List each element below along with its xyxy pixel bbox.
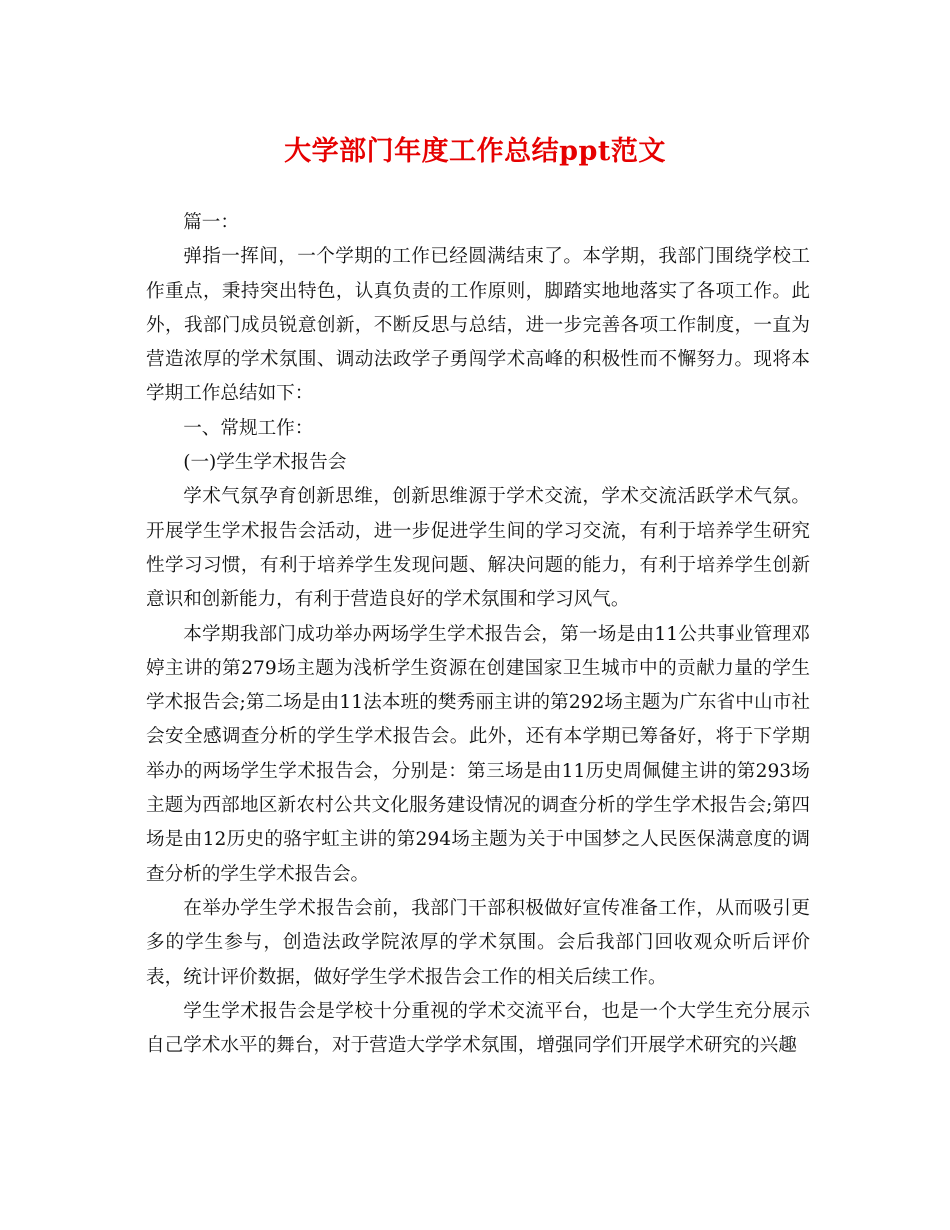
- paragraph-subheading-academic-report: (一)学生学术报告会: [183, 452, 347, 474]
- paragraph-intro: 弹指一挥间，一个学期的工作已经圆满结束了。本学期，我部门围绕学校工作重点，秉持突出特色，认真负责的工作原则，脚踏实地地落实了各项工作。此外，我部门成员锐意创新，不断反思与总结，进一步完善各项工作制度，一直为营造浓厚的学术氛围、调动法政学子勇闯学术高峰的积极性而不懈努力。现将本学期工作总结如下：: [146, 246, 810, 405]
- paragraph-academic-atmosphere: 学术气氛孕育创新思维，创新思维源于学术交流，学术交流活跃学术气氛。开展学生学术报告会活动，进一步促进学生间的学习交流，有利于培养学生研究性学习习惯，有利于培养学生发现问题、解决问题的能力，有利于培养学生创新意识和创新能力，有利于营造良好的学术氛围和学习风气。: [146, 486, 810, 611]
- paragraph-section-heading: 篇一：: [183, 212, 239, 233]
- paragraph-preparation: 在举办学生学术报告会前，我部门干部积极做好宣传准备工作，从而吸引更多的学生参与，创造法政学院浓厚的学术氛围。会后我部门回收观众听后评价表，统计评价数据，做好学生学术报告会工作的相关后续工作。: [146, 897, 810, 988]
- document-body: [146, 206, 810, 1063]
- paragraph-report-sessions: 本学期我部门成功举办两场学生学术报告会，第一场是由11公共事业管理邓婷主讲的第279场主题为浅析学生资源在创建国家卫生城市中的贡献力量的学生学术报告会;第二场是由11法本班的樊秀丽主讲的第292场主题为广东省中山市社会安全感调查分析的学生学术报告会。此外，还有本学期已筹备好，将于下学期举办的两场学生学术报告会，分别是：第三场是由11历史周佩健主讲的第293场主题为西部地区新农村公共文化服务建设情况的调查分析的学生学术报告会;第四场是由12历史的骆宇虹主讲的第294场主题为关于中国梦之人民医保满意度的调查分析的学生学术报告会。: [146, 623, 810, 885]
- document-title: 大学部门年度工作总结ppt范文: [284, 136, 666, 167]
- paragraph-platform: 学生学术报告会是学校十分重视的学术交流平台，也是一个大学生充分展示自己学术水平的舞台，对于营造大学学术氛围，增强同学们开展学术研究的兴趣: [146, 1000, 810, 1057]
- paragraph-heading-routine-work: 一、常规工作：: [183, 417, 314, 439]
